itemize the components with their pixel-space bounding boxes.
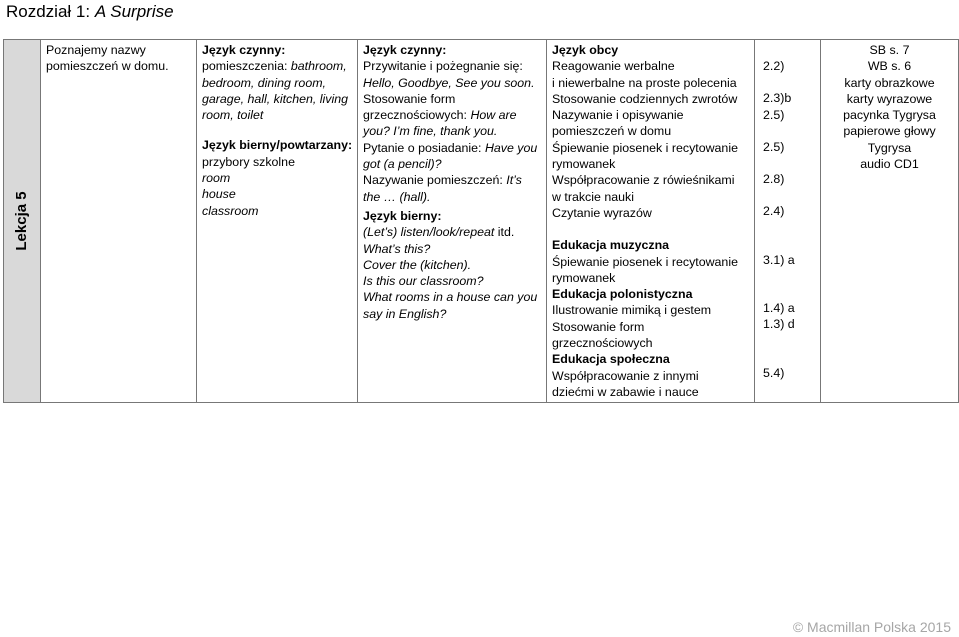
vocab-line: pomieszczenia: bathroom, <box>202 59 347 74</box>
function-line: (Let’s) listen/look/repeat itd. <box>363 225 515 240</box>
curriculum-line: w trakcie nauki <box>552 189 634 204</box>
vocab-line: przybory szkolne <box>202 154 295 169</box>
lesson-plan-table <box>3 39 959 403</box>
curriculum-line: Współpracowanie z innymi <box>552 368 699 383</box>
function-line: Hello, Goodbye, See you soon. <box>363 75 535 90</box>
curriculum-line: grzecznościowych <box>552 336 653 351</box>
ref-item: 2.4) <box>763 204 785 219</box>
curriculum-line: rymowanek <box>552 157 616 172</box>
curriculum-line: Współpracowanie z rówieśnikami <box>552 173 735 188</box>
ref-item: 3.1) a <box>763 252 795 267</box>
curriculum-cell <box>547 40 755 403</box>
copyright-footer: © Macmillan Polska 2015 <box>792 619 951 635</box>
curriculum-line: Stosowanie codziennych zwrotów <box>552 91 738 106</box>
ref-item: 1.4) a <box>763 301 795 316</box>
lesson-number-cell <box>4 40 41 403</box>
vocabulary-cell <box>197 40 358 403</box>
material-item: audio CD1 <box>860 157 919 172</box>
ref-item: 1.3) d <box>763 317 795 332</box>
aims-line: Poznajemy nazwy <box>46 43 146 57</box>
function-line: say in English? <box>363 306 447 321</box>
function-line: Cover the (kitchen). <box>363 257 472 272</box>
core-curriculum-refs-cell <box>755 40 821 403</box>
ref-item: 2.5) <box>763 139 785 154</box>
material-item: papierowe głowy <box>843 124 936 139</box>
function-line: Przywitanie i pożegnanie się: <box>363 59 523 74</box>
curriculum-heading: Edukacja społeczna <box>552 352 670 367</box>
curriculum-heading: Edukacja muzyczna <box>552 238 670 253</box>
curriculum-line: Śpiewanie piosenek i recytowanie <box>552 254 738 269</box>
ref-item: 2.5) <box>763 107 785 122</box>
curriculum-line: Stosowanie form <box>552 319 645 334</box>
curriculum-line: Reagowanie werbalne <box>552 59 675 74</box>
function-line: Nazywanie pomieszczeń: It’s <box>363 173 522 188</box>
material-item: karty wyrazowe <box>846 91 933 106</box>
aims-cell <box>41 40 197 403</box>
curriculum-line: Śpiewanie piosenek i recytowanie <box>552 140 738 155</box>
ref-item: 2.2) <box>763 59 785 73</box>
vocab-line: room, toilet <box>202 108 264 123</box>
passive-language-heading: Język bierny/powtarzany: <box>202 138 353 153</box>
curriculum-heading: Język obcy <box>552 43 619 57</box>
function-line: Stosowanie form <box>363 91 456 106</box>
vocab-line: bedroom, dining room, <box>202 75 326 90</box>
ref-item: 2.8) <box>763 172 785 187</box>
curriculum-line: Nazywanie i opisywanie <box>552 108 684 123</box>
curriculum-heading: Edukacja polonistyczna <box>552 287 693 302</box>
passive-language-heading: Język bierny: <box>363 208 442 223</box>
curriculum-line: dziećmi w zabawie i nauce <box>552 384 699 399</box>
materials-cell <box>821 40 959 403</box>
function-line: What’s this? <box>363 241 431 256</box>
curriculum-line: i niewerbalne na proste polecenia <box>552 75 737 90</box>
ref-item: 5.4) <box>763 365 785 380</box>
vocab-word: room <box>202 171 231 186</box>
active-language-heading: Język czynny: <box>202 43 286 57</box>
function-line: Is this our classroom? <box>363 274 484 289</box>
curriculum-line: Ilustrowanie mimiką i gestem <box>552 303 712 318</box>
material-item: SB s. 7 <box>869 43 910 57</box>
curriculum-line: pomieszczeń w domu <box>552 124 672 139</box>
ref-item: 2.3)b <box>763 91 792 106</box>
function-line: got (a pencil)? <box>363 157 442 172</box>
vocab-word: classroom <box>202 203 259 218</box>
vocab-word: house <box>202 187 236 202</box>
function-line: What rooms in a house can you <box>363 290 538 305</box>
page-title: Rozdział 1: A Surprise <box>6 2 174 21</box>
aims-line: pomieszczeń w domu. <box>46 59 169 74</box>
functions-cell <box>358 40 547 403</box>
function-line: the … (hall). <box>363 189 431 204</box>
function-line: grzecznościowych: How are <box>363 108 517 123</box>
lesson-label: Lekcja 5 <box>12 191 30 251</box>
material-item: karty obrazkowe <box>844 75 935 90</box>
active-language-heading: Język czynny: <box>363 43 447 57</box>
material-item: WB s. 6 <box>867 59 912 74</box>
material-item: pacynka Tygrysa <box>843 108 936 123</box>
material-item: Tygrysa <box>867 140 912 155</box>
table-row <box>4 40 959 403</box>
vocab-line: garage, hall, kitchen, living <box>202 91 349 106</box>
function-line: you? I’m fine, thank you. <box>363 124 498 139</box>
curriculum-line: Czytanie wyrazów <box>552 205 652 220</box>
function-line: Pytanie o posiadanie: Have you <box>363 140 538 155</box>
curriculum-line: rymowanek <box>552 270 616 285</box>
